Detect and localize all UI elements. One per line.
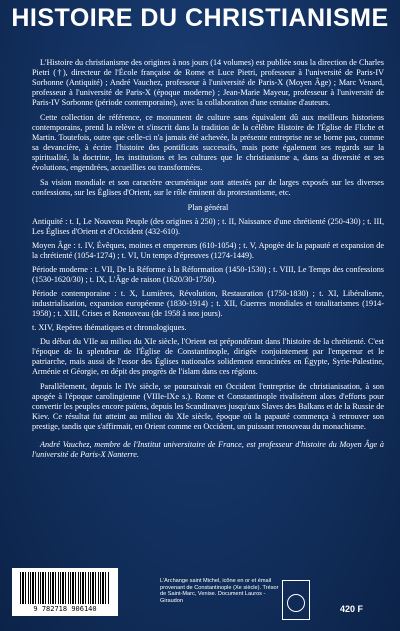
plan-moyen-age: Moyen Âge : t. IV, Évêques, moines et empereurs (610-1054) ; t. V, Apogée de la papauté et expansion de la chrétienté (1054-1274) ; t. VI, Un temps d'épreuves (1274-1449). xyxy=(32,241,384,260)
cover-footer xyxy=(0,568,400,631)
barcode-bars xyxy=(20,572,110,604)
plan-antiquite: Antiquité : t. I, Le Nouveau Peuple (des origines à 250) ; t. II, Naissance d'une chrétienté (250-430) ; t. III, Les Églises d'Orient et d'Occident (432-610). xyxy=(32,217,384,236)
plan-moderne: Période moderne : t. VII, De la Réforme à la Réformation (1450-1530) ; t. VIII, Le Temps des confessions (1530-1620/30) ; t. IX, L'Âge de raison (1620/30-1750). xyxy=(32,265,384,284)
publisher-logo xyxy=(282,580,310,620)
intro-paragraph-2: Cette collection de référence, ce monument de culture sans équivalent dû aux meilleurs historiens contemporains, prend la relève et s'inscrit dans la tradition de la célèbre Histoire de l'Église de Fliche et Martin. Toutefois, outre que celle-ci n'a jamais été achevée, la présente entreprise ne se borne pas, comme sa devancière, à écrire l'histoire des pontificats successifs, mais porte également ses regards sur la spiritualité, la doctrine, les institutions et les cultures que le christianisme a, dans sa diversité et ses évolutions, engendrées, accueillies ou transformées. xyxy=(32,113,384,172)
book-title: HISTOIRE DU CHRISTIANISME xyxy=(11,4,389,32)
plan-heading: Plan général xyxy=(187,203,229,212)
intro-paragraph-3: Sa vision mondiale et son caractère œcuménique sont attestés par de larges exposés sur les diverses confessions, sur les Églises d'Orient, sur le rôle éminent du protestantisme, etc. xyxy=(32,178,384,197)
intro-paragraph-1: L'Histoire du christianisme des origines à nos jours (14 volumes) est publiée sous la direction de Charles Pietri (†), directeur de l'École française de Rome et Luce Pietri, professeur à l'université de Paris-IV Sorbonne (Antiquité) ; André Vauchez, professeur à l'université de Paris-X (Moyen Âge) ; Marc Venard, professeur à l'université de Paris-X (époque moderne) ; Jean-Marie Mayeur, professeur à l'université de Paris-IV Sorbonne (période contemporaine), avec la collaboration d'une centaine d'auteurs. xyxy=(32,58,384,107)
publisher-logo-icon xyxy=(287,594,305,612)
author-note: André Vauchez, membre de l'Institut universitaire de France, est professeur d'histoire du Moyen Âge à l'université de Paris-X Nanterre. xyxy=(32,440,384,459)
body-paragraph-2: Parallèlement, depuis le IVe siècle, se poursuivait en Occident l'entreprise de christianisation, à son apogée à l'époque carolingienne (VIIIe-IXe s.). Rome et Constantinople rivalisèrent alors d'efforts pour convertir les peuples encore païens, depuis les Scandinaves jusqu'aux Slaves des Balkans et de la Russie de Kiev. Ce résultat fut atteint au milieu du XIe siècle, époque où la papauté commença à retrouver son prestige, tandis que s'affirmait, en Orient comme en Occident, un puissant renouveau du monachisme. xyxy=(32,382,384,431)
plan-contemporaine: Période contemporaine : t. X, Lumières, Révolution, Restauration (1750-1830) ; t. XI, Libéralisme, industrialisation, expansion européenne (1830-1914) ; t. XII, Guerres mondiales et totalitarismes (1914-1958) ; t. XIII, Crises et Renouveau (de 1958 à nos jours). xyxy=(32,289,384,318)
image-credit: L'Archange saint Michel, icône en or et émail provenant de Constantinople (Xe siècle). Trésor de Saint-Marc, Venise. Document Lauros - Giraudon xyxy=(160,578,279,604)
barcode-digits: 9 782718 906140 xyxy=(33,605,97,613)
body-paragraph-1: Du début du VIIe au milieu du XIe siècle, l'Orient est prépondérant dans l'histoire de la chrétienté. C'est l'époque de la splendeur de l'Église de Constantinople, dirigée conjointement par l'empereur et le patriarche, mais aussi de l'essor des Églises nationales solidement enracinées en Égypte, Syrie-Palestine, Arménie et Géorgie, en dépit des progrès de l'islam dans ces régions. xyxy=(32,337,384,376)
plan-reperes: t. XIV, Repères thématiques et chronologiques. xyxy=(32,323,187,332)
cover-text xyxy=(32,58,384,465)
price: 420 F xyxy=(340,604,364,614)
barcode xyxy=(12,568,118,616)
